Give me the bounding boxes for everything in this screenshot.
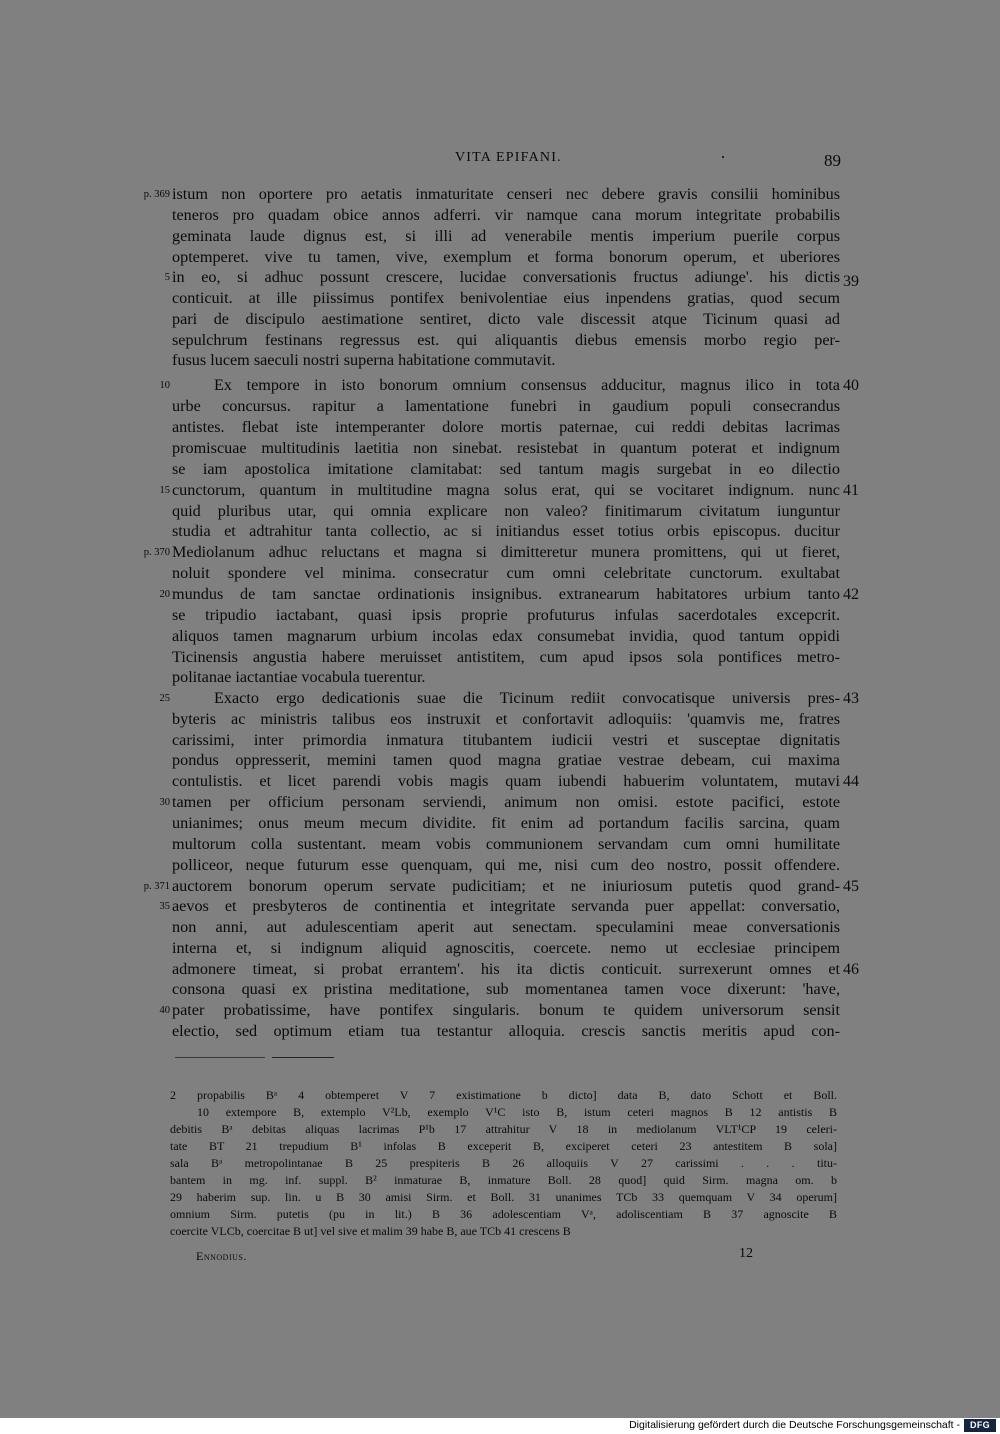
margin-section-number: 42 [843,586,859,603]
page-number: 89 [824,151,841,170]
text-line: interna et, si indignum aliquid agnoscitis, coercete. nemo ut ecclesiae principem [172,939,840,957]
margin-line-number: 10 [159,380,170,391]
text-line: antistes. flebat iste intemperanter dolore mortis paternae, cui reddi debitas lacrimas [172,418,840,436]
text-line: quid pluribus utar, qui omnia explicare non valeo? finitimarum civitatum iunguntur [172,502,840,520]
sheet-number: 12 [739,1246,753,1261]
margin-line-number: 30 [159,797,170,808]
text-line: se iam apostolica imitatione clamitabat: sed tantum magis surgebat in eo dilectio [172,460,840,478]
text-line: Ticinensis angustia habere meruisset antistitem, cum apud ipsos sola pontifices metro- [172,648,840,666]
apparatus-line: 29 haberim sup. lin. u B 30 amisi Sirm. et Boll. 31 unanimes TCb 33 quemquam V 34 operum] [170,1190,837,1204]
text-line: pater probatissime, have pontifex singularis. bonum te quidem universorum sensit [172,1001,840,1019]
apparatus-line: debitis Bᵃ debitas aliquas lacrimas P¹b 17 attrahitur V 18 in mediolanum VLT¹CP 19 celeri- [170,1122,837,1136]
text-line: mundus de tam sanctae ordinationis insignibus. extranearum habitatores urbium tanto [172,585,840,603]
dfg-logo-icon: DFG [964,1419,996,1432]
text-line: promiscuae multitudinis laetitia non sinebat. resistebat in quantum poterat et indignum [172,439,840,457]
text-line: se tripudio iactabant, quasi ipsis proprie profuturus infulas sacerdotales excepcrit. [172,606,840,624]
text-line: conticuit. at ille piissimus pontifex benivolentiae eius inpendens gratias, quod secum [172,289,840,307]
text-line: admonere timeat, si probat errantem'. his ita dictis conticuit. surrexerunt omnes et [172,960,840,978]
apparatus-line: tate BT 21 trepudium B¹ infolas B exceperit B, exciperet ceteri 23 antestitem B sola] [170,1139,837,1153]
text-line: in eo, si adhuc possunt crescere, lucidae conversationis fructus adiunge'. his dictis [172,268,840,286]
text-line: pari de discipulo aestimatione sentiret, dicto vale discessit atque Ticinum quasi ad [172,310,840,328]
apparatus-line: omnium Sirm. putetis (pu in lit.) B 36 adolescentiam Vᵃ, adoliscentiam B 37 agnoscite B [170,1207,837,1221]
text-line: Mediolanum adhuc reluctans et magna si dimitteretur munera promittens, qui ut fieret, [172,543,840,561]
text-line: noluit spondere vel minima. consecratur cum omni celebritate cunctorum. exultabat [172,564,840,582]
paragraph-start: Exacto ergo dedicationis suae die Ticinum rediit convocatisque universis pres- [214,689,840,707]
printer-signature: Ennodius. [196,1249,247,1263]
margin-section-number: 40 [843,377,859,394]
text-line: contulistis. et licet parendi vobis magis quam iubendi habuerim voluntatem, mutavi [172,772,840,790]
text-line: multorum colla sustentant. meam vobis communionem servandam cum omni humilitate [172,835,840,853]
margin-line-number: 35 [159,901,170,912]
text-line: studia et adtrahitur tanta collectio, ac si initiandus esset totius orbis episcopus. ducitur [172,522,840,540]
text-line: fusus lucem saeculi nostri superna habitatione commutavit. [172,351,556,369]
apparatus-line: 2 propabilis Bᵃ 4 obtemperet V 7 existimatione b dicto] data B, dato Schott et Boll. [170,1088,837,1102]
text-line: optemperet. vive tu tamen, vive, exemplum et forma bonorum operum, et uberiores [172,248,840,266]
footnote-rule [175,1057,265,1058]
apparatus-line: bantem in mg. inf. suppl. B² inmaturae B, inmature Boll. 28 quod] quid Sirm. magna om. b [170,1173,837,1187]
text-line: electio, sed optimum etiam tua testantur alloquia. crescis sanctis meritis apud con- [172,1022,840,1040]
margin-line-number: 20 [159,589,170,600]
apparatus-line: sala Bᵃ metropolintanae B 25 prespiteris B 26 alloquiis V 27 carissimi . . . titu- [170,1156,837,1170]
margin-page-ref: p. 370 [143,547,170,558]
text-line: urbe concursus. rapitur a lamentatione funebri in gaudium populi consecrandus [172,397,840,415]
running-title: VITA EPIFANI. [455,150,562,165]
text-line: byteris ac ministris talibus eos instruxit et confortavit adloquiis: 'quamvis me, fratres [172,710,840,728]
margin-section-number: 39 [843,273,859,290]
funding-notice: Digitalisierung gefördert durch die Deutsche Forschungsgemeinschaft - [629,1419,960,1431]
margin-page-ref: p. 369 [143,189,170,200]
margin-line-number: 25 [159,693,170,704]
text-line: geminata laude dignus est, si illi ad venerabile mentis imperium puerile corpus [172,227,840,245]
margin-line-number: 15 [159,485,170,496]
margin-page-ref: p. 371 [143,881,170,892]
text-line: auctorem bonorum operum servate pudicitiam; et ne iniuriosum putetis quod grand- [172,877,840,895]
text-line: non anni, aut adulescentiam aperit aut senectam. speculamini meae conversationis [172,918,840,936]
apparatus-line: coercite VLCb, coercitae B ut] vel sive et malim 39 habe B, aue TCb 41 crescens B [170,1224,571,1238]
margin-section-number: 44 [843,773,859,790]
text-line: teneros pro quadam obice annos adferri. vir namque cana morum integritate probabilis [172,206,840,224]
margin-section-number: 46 [843,961,859,978]
text-line: istum non oportere pro aetatis inmaturitate censeri nec debere gravis consilii hominibus [172,185,840,203]
text-line: sepulchrum festinans regressus est. qui aliquantis diebus emensis morbo regio per- [172,331,840,349]
page-header [0,150,1000,174]
apparatus-line: 10 extempore B, extemplo V²Lb, exemplo V¹C isto B, istum ceteri magnos B 12 antistis B [197,1105,837,1119]
text-line: consona quasi ex pristina meditatione, sub momentanea tamen voce dixerunt: 'have, [172,980,840,998]
margin-section-number: 41 [843,482,859,499]
text-line: pondus oppresserit, memini tamen quod magna gratiae vestrae debeam, cui maxima [172,751,840,769]
paragraph-start: Ex tempore in isto bonorum omnium consensus adducitur, magnus ilico in tota [214,376,840,394]
text-line: politanae iactantiae vocabula tuerentur. [172,668,426,686]
margin-line-number: 40 [159,1005,170,1016]
margin-line-number: 5 [164,272,170,283]
text-line: unianimes; onus meum mecum dividite. fit enim ad portandum facilis sarcina, quam [172,814,840,832]
speck [722,156,724,158]
text-line: cunctorum, quantum in multitudine magna solus erat, qui se vocitaret indignum. nunc [172,481,840,499]
text-line: aevos et presbyteros de continentia et integritate servanda puer appellat: conversatio, [172,897,840,915]
margin-section-number: 45 [843,878,859,895]
digitization-footer [0,1418,1000,1434]
footnote-rule [272,1057,334,1058]
margin-section-number: 43 [843,690,859,707]
text-line: tamen per officium personam serviendi, animum non omisi. estote pacifici, estote [172,793,840,811]
text-line: carissimi, inter primordia inmatura titubantem iudicii vestri et susceptae dignitatis [172,731,840,749]
text-line: aliquos tamen magnarum urbium incolas edax consumebat invidia, quod tantum oppidi [172,627,840,645]
text-line: polliceor, neque futurum esse quenquam, qui me, nisi cum deo nostro, possit offendere. [172,856,840,874]
